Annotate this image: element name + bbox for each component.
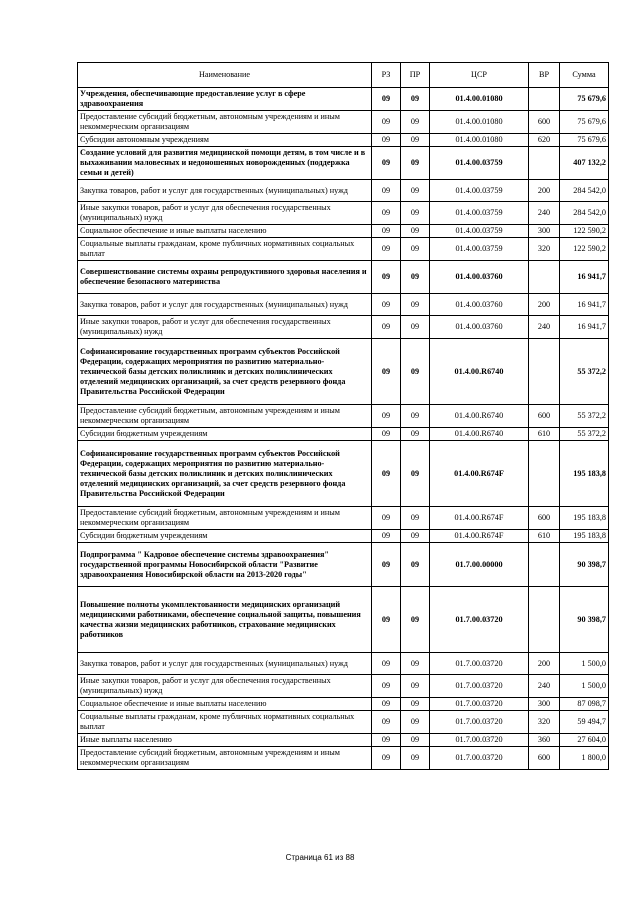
cell-csr: 01.4.00.R674F [430, 507, 529, 530]
cell-pr: 09 [401, 543, 430, 587]
table-row [78, 339, 609, 405]
cell-name: Предоставление субсидий бюджетным, автономным учреждениям и иным некоммерческим организациям [78, 507, 372, 530]
cell-sum: 195 183,8 [560, 507, 609, 530]
table-row [78, 711, 609, 734]
cell-rz: 09 [372, 675, 401, 698]
cell-sum: 87 098,7 [560, 698, 609, 711]
cell-name: Социальное обеспечение и иные выплаты населению [78, 225, 372, 238]
cell-csr: 01.4.00.03760 [430, 261, 529, 294]
table-row [78, 507, 609, 530]
table-row [78, 147, 609, 180]
table-row [78, 587, 609, 653]
cell-csr: 01.4.00.R6740 [430, 428, 529, 441]
cell-sum: 1 500,0 [560, 675, 609, 698]
cell-rz: 09 [372, 405, 401, 428]
table-body [78, 88, 609, 770]
page-number: Страница 61 из 88 [285, 853, 355, 862]
cell-rz: 09 [372, 734, 401, 747]
cell-vr: 200 [529, 294, 560, 316]
cell-rz: 09 [372, 294, 401, 316]
cell-rz: 09 [372, 711, 401, 734]
cell-sum: 90 398,7 [560, 587, 609, 653]
cell-vr [529, 587, 560, 653]
budget-sheet [77, 62, 609, 770]
cell-pr: 09 [401, 261, 430, 294]
cell-pr: 09 [401, 698, 430, 711]
cell-pr: 09 [401, 507, 430, 530]
cell-csr: 01.4.00.03760 [430, 294, 529, 316]
cell-name: Субсидии бюджетным учреждениям [78, 530, 372, 543]
cell-rz: 09 [372, 530, 401, 543]
cell-vr: 320 [529, 238, 560, 261]
cell-sum: 122 590,2 [560, 238, 609, 261]
cell-pr: 09 [401, 339, 430, 405]
table-row [78, 543, 609, 587]
cell-name: Субсидии автономным учреждениям [78, 134, 372, 147]
table-row [78, 747, 609, 770]
cell-vr: 600 [529, 405, 560, 428]
cell-sum: 75 679,6 [560, 88, 609, 111]
cell-rz: 09 [372, 543, 401, 587]
cell-sum: 16 941,7 [560, 261, 609, 294]
table-row [78, 316, 609, 339]
cell-csr: 01.7.00.00000 [430, 543, 529, 587]
cell-name: Социальное обеспечение и иные выплаты населению [78, 698, 372, 711]
cell-vr [529, 88, 560, 111]
cell-vr: 610 [529, 530, 560, 543]
cell-rz: 09 [372, 316, 401, 339]
cell-rz: 09 [372, 88, 401, 111]
table-row [78, 530, 609, 543]
cell-name: Предоставление субсидий бюджетным, автономным учреждениям и иным некоммерческим организациям [78, 747, 372, 770]
table-row [78, 111, 609, 134]
cell-sum: 90 398,7 [560, 543, 609, 587]
cell-pr: 09 [401, 225, 430, 238]
table-row [78, 675, 609, 698]
cell-sum: 407 132,2 [560, 147, 609, 180]
cell-pr: 09 [401, 405, 430, 428]
cell-sum: 195 183,8 [560, 530, 609, 543]
cell-sum: 1 500,0 [560, 653, 609, 675]
cell-rz: 09 [372, 238, 401, 261]
header-name: Наименование [78, 63, 372, 88]
cell-vr [529, 261, 560, 294]
cell-sum: 27 604,0 [560, 734, 609, 747]
cell-pr: 09 [401, 134, 430, 147]
header-rz: РЗ [372, 63, 401, 88]
cell-sum: 284 542,0 [560, 202, 609, 225]
table-row [78, 238, 609, 261]
cell-pr: 09 [401, 675, 430, 698]
table-row [78, 441, 609, 507]
cell-vr: 620 [529, 134, 560, 147]
cell-csr: 01.7.00.03720 [430, 653, 529, 675]
cell-rz: 09 [372, 134, 401, 147]
cell-vr: 600 [529, 507, 560, 530]
cell-sum: 55 372,2 [560, 339, 609, 405]
cell-csr: 01.4.00.R6740 [430, 405, 529, 428]
table-row [78, 202, 609, 225]
cell-sum: 75 679,6 [560, 111, 609, 134]
cell-csr: 01.7.00.03720 [430, 747, 529, 770]
table-header-row [78, 63, 609, 88]
cell-pr: 09 [401, 747, 430, 770]
cell-sum: 16 941,7 [560, 294, 609, 316]
cell-rz: 09 [372, 225, 401, 238]
cell-vr: 600 [529, 747, 560, 770]
cell-vr: 200 [529, 653, 560, 675]
cell-name: Закупка товаров, работ и услуг для государственных (муниципальных) нужд [78, 653, 372, 675]
cell-name: Создание условий для развития медицинской помощи детям, в том числе и в выхаживании маловесных и недоношенных новорожденных (поддержка семьи и детей) [78, 147, 372, 180]
cell-csr: 01.4.00.R674F [430, 530, 529, 543]
table-row [78, 428, 609, 441]
cell-pr: 09 [401, 111, 430, 134]
cell-sum: 75 679,6 [560, 134, 609, 147]
cell-vr [529, 543, 560, 587]
table-row [78, 134, 609, 147]
table-row [78, 180, 609, 202]
cell-vr [529, 339, 560, 405]
cell-rz: 09 [372, 587, 401, 653]
cell-name: Подпрограмма " Кадровое обеспечение системы здравоохранения" государственной программы Новосибирской области "Развитие здравоохранения Новосибирской области на 2013-2020 годы" [78, 543, 372, 587]
cell-pr: 09 [401, 653, 430, 675]
cell-pr: 09 [401, 180, 430, 202]
table-row [78, 698, 609, 711]
cell-name: Совершенствование системы охраны репродуктивного здоровья населения и обеспечение безопасного материнства [78, 261, 372, 294]
cell-vr: 320 [529, 711, 560, 734]
header-pr: ПР [401, 63, 430, 88]
cell-vr: 300 [529, 225, 560, 238]
cell-csr: 01.4.00.03759 [430, 180, 529, 202]
cell-csr: 01.4.00.01080 [430, 88, 529, 111]
cell-csr: 01.4.00.R674F [430, 441, 529, 507]
cell-sum: 122 590,2 [560, 225, 609, 238]
cell-csr: 01.4.00.03759 [430, 225, 529, 238]
cell-vr: 240 [529, 316, 560, 339]
cell-csr: 01.4.00.01080 [430, 111, 529, 134]
cell-name: Повышение полноты укомплектованности медицинских организаций медицинскими работниками, обеспечение социальной защиты, повышения качества жизни медицинских работников, страхование медицинских работников [78, 587, 372, 653]
table-row [78, 294, 609, 316]
cell-csr: 01.4.00.01080 [430, 134, 529, 147]
cell-rz: 09 [372, 653, 401, 675]
cell-rz: 09 [372, 261, 401, 294]
cell-pr: 09 [401, 316, 430, 339]
cell-name: Закупка товаров, работ и услуг для государственных (муниципальных) нужд [78, 294, 372, 316]
cell-csr: 01.4.00.03759 [430, 238, 529, 261]
cell-name: Субсидии бюджетным учреждениям [78, 428, 372, 441]
header-sum: Сумма [560, 63, 609, 88]
cell-vr: 240 [529, 202, 560, 225]
cell-rz: 09 [372, 147, 401, 180]
cell-name: Иные закупки товаров, работ и услуг для обеспечения государственных (муниципальных) нужд [78, 316, 372, 339]
cell-pr: 09 [401, 88, 430, 111]
cell-rz: 09 [372, 698, 401, 711]
cell-pr: 09 [401, 441, 430, 507]
cell-csr: 01.7.00.03720 [430, 675, 529, 698]
cell-name: Социальные выплаты гражданам, кроме публичных нормативных социальных выплат [78, 238, 372, 261]
cell-name: Предоставление субсидий бюджетным, автономным учреждениям и иным некоммерческим организациям [78, 405, 372, 428]
cell-sum: 195 183,8 [560, 441, 609, 507]
cell-sum: 59 494,7 [560, 711, 609, 734]
cell-csr: 01.7.00.03720 [430, 698, 529, 711]
cell-pr: 09 [401, 530, 430, 543]
cell-name: Закупка товаров, работ и услуг для государственных (муниципальных) нужд [78, 180, 372, 202]
cell-vr: 300 [529, 698, 560, 711]
cell-rz: 09 [372, 202, 401, 225]
cell-rz: 09 [372, 180, 401, 202]
cell-csr: 01.7.00.03720 [430, 587, 529, 653]
table-row [78, 653, 609, 675]
cell-pr: 09 [401, 202, 430, 225]
cell-rz: 09 [372, 111, 401, 134]
header-vr: ВР [529, 63, 560, 88]
cell-sum: 284 542,0 [560, 180, 609, 202]
table-row [78, 734, 609, 747]
cell-vr: 600 [529, 111, 560, 134]
budget-table [77, 62, 609, 770]
cell-pr: 09 [401, 294, 430, 316]
cell-name: Предоставление субсидий бюджетным, автономным учреждениям и иным некоммерческим организациям [78, 111, 372, 134]
cell-sum: 55 372,2 [560, 428, 609, 441]
cell-csr: 01.4.00.03759 [430, 202, 529, 225]
cell-rz: 09 [372, 441, 401, 507]
cell-pr: 09 [401, 734, 430, 747]
cell-pr: 09 [401, 587, 430, 653]
cell-name: Софинансирование государственных программ субъектов Российской Федерации, содержащих мероприятия по развитию материально-технической базы детских поликлиник и детских поликлинических отделений медицинских организаций, за счет средств резервного фонда Правительства Российской Федерации [78, 339, 372, 405]
cell-sum: 55 372,2 [560, 405, 609, 428]
table-row [78, 88, 609, 111]
cell-pr: 09 [401, 147, 430, 180]
cell-vr: 360 [529, 734, 560, 747]
cell-sum: 1 800,0 [560, 747, 609, 770]
cell-rz: 09 [372, 339, 401, 405]
cell-name: Социальные выплаты гражданам, кроме публичных нормативных социальных выплат [78, 711, 372, 734]
cell-pr: 09 [401, 711, 430, 734]
cell-vr: 240 [529, 675, 560, 698]
cell-vr [529, 441, 560, 507]
cell-name: Учреждения, обеспечивающие предоставление услуг в сфере здравоохранения [78, 88, 372, 111]
table-row [78, 261, 609, 294]
cell-rz: 09 [372, 747, 401, 770]
cell-csr: 01.4.00.03760 [430, 316, 529, 339]
cell-name: Иные закупки товаров, работ и услуг для обеспечения государственных (муниципальных) нужд [78, 202, 372, 225]
table-row [78, 405, 609, 428]
cell-rz: 09 [372, 428, 401, 441]
cell-name: Иные выплаты населению [78, 734, 372, 747]
cell-name: Иные закупки товаров, работ и услуг для обеспечения государственных (муниципальных) нужд [78, 675, 372, 698]
cell-csr: 01.4.00.03759 [430, 147, 529, 180]
cell-pr: 09 [401, 238, 430, 261]
cell-csr: 01.7.00.03720 [430, 734, 529, 747]
cell-vr [529, 147, 560, 180]
cell-vr: 610 [529, 428, 560, 441]
cell-csr: 01.4.00.R6740 [430, 339, 529, 405]
cell-vr: 200 [529, 180, 560, 202]
cell-pr: 09 [401, 428, 430, 441]
cell-sum: 16 941,7 [560, 316, 609, 339]
cell-csr: 01.7.00.03720 [430, 711, 529, 734]
header-csr: ЦСР [430, 63, 529, 88]
cell-rz: 09 [372, 507, 401, 530]
table-row [78, 225, 609, 238]
cell-name: Софинансирование государственных программ субъектов Российской Федерации, содержащих мероприятия по развитию материально-технической базы детских поликлиник и детских поликлинических отделений медицинских организаций, за счет средств резервного фонда Правительства Российской Федерации [78, 441, 372, 507]
